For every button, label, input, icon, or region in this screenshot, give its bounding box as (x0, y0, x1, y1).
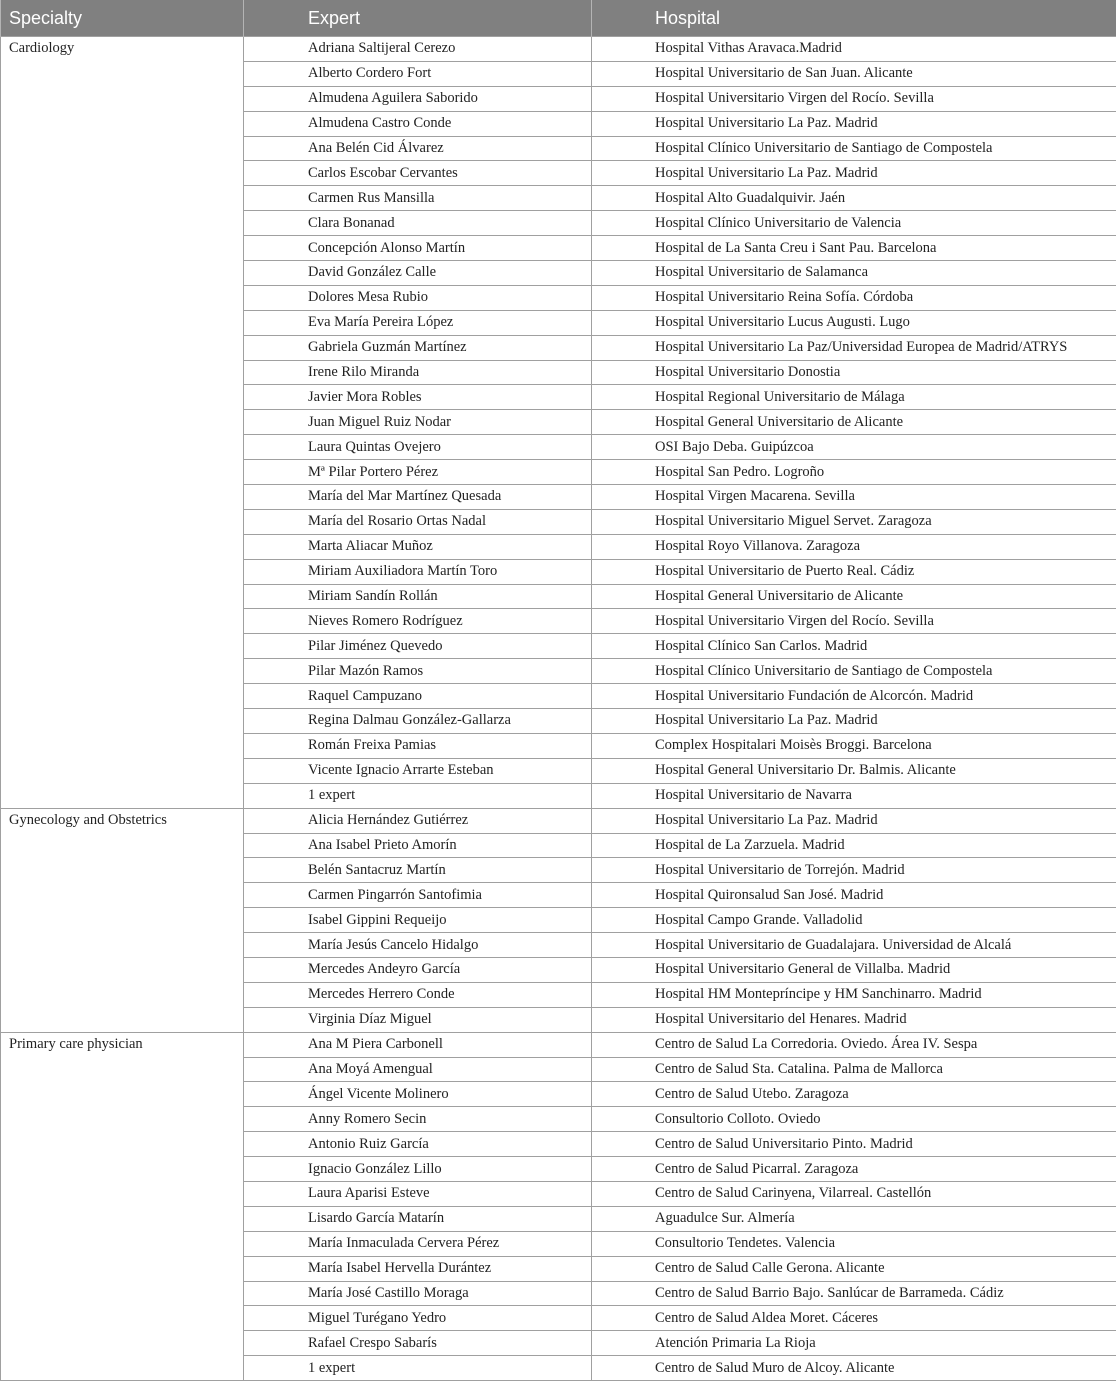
hospital-cell: Hospital General Universitario de Alicante (592, 584, 1116, 609)
hospital-cell: Hospital Universitario de San Juan. Alicante (592, 61, 1116, 86)
hospital-cell: Hospital HM Montepríncipe y HM Sanchinarro. Madrid (592, 982, 1116, 1007)
table-header (1, 0, 1116, 37)
hospital-cell: Hospital Campo Grande. Valladolid (592, 908, 1116, 933)
hospital-cell: Hospital Universitario de Salamanca (592, 261, 1116, 286)
expert-cell: Lisardo García Matarín (244, 1206, 592, 1231)
expert-cell: María del Mar Martínez Quesada (244, 485, 592, 510)
hospital-cell: Aguadulce Sur. Almería (592, 1206, 1116, 1231)
expert-cell: Javier Mora Robles (244, 385, 592, 410)
hospital-cell: Hospital Universitario Virgen del Rocío. Sevilla (592, 86, 1116, 111)
hospital-cell: Hospital Universitario Donostia (592, 360, 1116, 385)
expert-cell: Ignacio González Lillo (244, 1157, 592, 1182)
hospital-cell: Centro de Salud Muro de Alcoy. Alicante (592, 1356, 1116, 1381)
expert-cell: Almudena Castro Conde (244, 111, 592, 136)
table-row (1, 1032, 1116, 1057)
expert-cell: Virginia Díaz Miguel (244, 1007, 592, 1032)
expert-cell: 1 expert (244, 1356, 592, 1381)
expert-cell: Eva María Pereira López (244, 310, 592, 335)
hospital-cell: Hospital Universitario La Paz. Madrid (592, 709, 1116, 734)
hospital-cell: Centro de Salud Calle Gerona. Alicante (592, 1256, 1116, 1281)
expert-cell: David González Calle (244, 261, 592, 286)
hospital-cell: Hospital Clínico Universitario de Santiago de Compostela (592, 136, 1116, 161)
expert-cell: María Isabel Hervella Durántez (244, 1256, 592, 1281)
hospital-cell: Hospital Universitario Fundación de Alcorcón. Madrid (592, 684, 1116, 709)
hospital-cell: Hospital de La Zarzuela. Madrid (592, 833, 1116, 858)
expert-cell: Román Freixa Pamias (244, 733, 592, 758)
expert-cell: Laura Aparisi Esteve (244, 1181, 592, 1206)
hospital-cell: Hospital Universitario de Puerto Real. Cádiz (592, 559, 1116, 584)
expert-cell: Alicia Hernández Gutiérrez (244, 808, 592, 833)
expert-cell: Anny Romero Secin (244, 1107, 592, 1132)
hospital-cell: Hospital Universitario del Henares. Madrid (592, 1007, 1116, 1032)
hospital-cell: Hospital Clínico Universitario de Santiago de Compostela (592, 659, 1116, 684)
expert-cell: Antonio Ruiz García (244, 1132, 592, 1157)
column-header-expert (244, 0, 592, 37)
expert-cell: Mercedes Herrero Conde (244, 982, 592, 1007)
hospital-cell: Hospital Alto Guadalquivir. Jaén (592, 186, 1116, 211)
expert-cell: Isabel Gippini Requeijo (244, 908, 592, 933)
expert-cell: Concepción Alonso Martín (244, 236, 592, 261)
hospital-cell: Hospital Royo Villanova. Zaragoza (592, 534, 1116, 559)
column-header-label: Expert (308, 7, 361, 28)
expert-cell: Miguel Turégano Yedro (244, 1306, 592, 1331)
hospital-cell: Centro de Salud Universitario Pinto. Madrid (592, 1132, 1116, 1157)
expert-cell: Irene Rilo Miranda (244, 360, 592, 385)
expert-cell: Ana M Piera Carbonell (244, 1032, 592, 1057)
expert-cell: María José Castillo Moraga (244, 1281, 592, 1306)
expert-cell: Alberto Cordero Fort (244, 61, 592, 86)
specialty-cell: Gynecology and Obstetrics (1, 808, 244, 1032)
column-header-specialty (1, 0, 244, 37)
hospital-cell: Consultorio Tendetes. Valencia (592, 1231, 1116, 1256)
hospital-cell: Hospital Universitario de Guadalajara. Universidad de Alcalá (592, 933, 1116, 958)
expert-cell: Mercedes Andeyro García (244, 957, 592, 982)
expert-cell: Nieves Romero Rodríguez (244, 609, 592, 634)
expert-cell: Miriam Auxiliadora Martín Toro (244, 559, 592, 584)
expert-cell: Carmen Pingarrón Santofimia (244, 883, 592, 908)
expert-cell: Miriam Sandín Rollán (244, 584, 592, 609)
column-header-label: Specialty (9, 7, 83, 28)
expert-cell: Regina Dalmau González-Gallarza (244, 709, 592, 734)
expert-cell: Raquel Campuzano (244, 684, 592, 709)
expert-cell: Mª Pilar Portero Pérez (244, 460, 592, 485)
expert-cell: Almudena Aguilera Saborido (244, 86, 592, 111)
hospital-cell: Hospital Clínico San Carlos. Madrid (592, 634, 1116, 659)
hospital-cell: Hospital Virgen Macarena. Sevilla (592, 485, 1116, 510)
hospital-cell: Hospital San Pedro. Logroño (592, 460, 1116, 485)
hospital-cell: Hospital Clínico Universitario de Valencia (592, 211, 1116, 236)
expert-cell: Gabriela Guzmán Martínez (244, 335, 592, 360)
table-body (1, 37, 1116, 1381)
hospital-cell: Hospital Regional Universitario de Málaga (592, 385, 1116, 410)
expert-cell: Ana Belén Cid Álvarez (244, 136, 592, 161)
expert-cell: Marta Aliacar Muñoz (244, 534, 592, 559)
specialty-cell: Primary care physician (1, 1032, 244, 1380)
hospital-cell: Consultorio Colloto. Oviedo (592, 1107, 1116, 1132)
hospital-cell: Hospital Vithas Aravaca.Madrid (592, 37, 1116, 62)
hospital-cell: Hospital de La Santa Creu i Sant Pau. Barcelona (592, 236, 1116, 261)
hospital-cell: Hospital General Universitario Dr. Balmis. Alicante (592, 758, 1116, 783)
expert-cell: Pilar Jiménez Quevedo (244, 634, 592, 659)
hospital-cell: Hospital Universitario La Paz. Madrid (592, 111, 1116, 136)
hospital-cell: Hospital General Universitario de Alicante (592, 410, 1116, 435)
hospital-cell: Atención Primaria La Rioja (592, 1331, 1116, 1356)
expert-cell: Adriana Saltijeral Cerezo (244, 37, 592, 62)
header-row (1, 0, 1116, 37)
hospital-cell: Centro de Salud La Corredoria. Oviedo. Área IV. Sespa (592, 1032, 1116, 1057)
hospital-cell: Centro de Salud Barrio Bajo. Sanlúcar de Barrameda. Cádiz (592, 1281, 1116, 1306)
expert-cell: Ana Isabel Prieto Amorín (244, 833, 592, 858)
hospital-cell: Hospital Universitario Virgen del Rocío. Sevilla (592, 609, 1116, 634)
hospital-cell: Hospital Universitario Lucus Augusti. Lugo (592, 310, 1116, 335)
hospital-cell: Centro de Salud Sta. Catalina. Palma de Mallorca (592, 1057, 1116, 1082)
expert-cell: Vicente Ignacio Arrarte Esteban (244, 758, 592, 783)
expert-cell: Pilar Mazón Ramos (244, 659, 592, 684)
expert-cell: Dolores Mesa Rubio (244, 285, 592, 310)
expert-cell: 1 expert (244, 783, 592, 808)
table-row (1, 37, 1116, 62)
expert-cell: Rafael Crespo Sabarís (244, 1331, 592, 1356)
expert-cell: María del Rosario Ortas Nadal (244, 509, 592, 534)
hospital-cell: Hospital Universitario General de Villalba. Madrid (592, 957, 1116, 982)
expert-cell: Laura Quintas Ovejero (244, 435, 592, 460)
hospital-cell: Hospital Universitario Reina Sofía. Córdoba (592, 285, 1116, 310)
hospital-cell: Hospital Universitario La Paz/Universidad Europea de Madrid/ATRYS (592, 335, 1116, 360)
hospital-cell: Hospital Universitario La Paz. Madrid (592, 808, 1116, 833)
hospital-cell: Hospital Universitario de Navarra (592, 783, 1116, 808)
column-header-hospital (592, 0, 1116, 37)
hospital-cell: Centro de Salud Picarral. Zaragoza (592, 1157, 1116, 1182)
hospital-cell: Centro de Salud Aldea Moret. Cáceres (592, 1306, 1116, 1331)
hospital-cell: Complex Hospitalari Moisès Broggi. Barcelona (592, 733, 1116, 758)
expert-cell: María Inmaculada Cervera Pérez (244, 1231, 592, 1256)
specialty-cell: Cardiology (1, 37, 244, 809)
expert-cell: Belén Santacruz Martín (244, 858, 592, 883)
hospital-cell: Centro de Salud Carinyena, Vilarreal. Castellón (592, 1181, 1116, 1206)
expert-cell: Juan Miguel Ruiz Nodar (244, 410, 592, 435)
hospital-cell: OSI Bajo Deba. Guipúzcoa (592, 435, 1116, 460)
expert-cell: Carmen Rus Mansilla (244, 186, 592, 211)
hospital-cell: Hospital Quironsalud San José. Madrid (592, 883, 1116, 908)
hospital-cell: Centro de Salud Utebo. Zaragoza (592, 1082, 1116, 1107)
expert-cell: María Jesús Cancelo Hidalgo (244, 933, 592, 958)
table-row (1, 808, 1116, 833)
expert-cell: Carlos Escobar Cervantes (244, 161, 592, 186)
hospital-cell: Hospital Universitario de Torrejón. Madrid (592, 858, 1116, 883)
expert-cell: Clara Bonanad (244, 211, 592, 236)
expert-cell: Ángel Vicente Molinero (244, 1082, 592, 1107)
column-header-label: Hospital (655, 7, 721, 28)
hospital-cell: Hospital Universitario Miguel Servet. Zaragoza (592, 509, 1116, 534)
hospital-cell: Hospital Universitario La Paz. Madrid (592, 161, 1116, 186)
expert-cell: Ana Moyá Amengual (244, 1057, 592, 1082)
